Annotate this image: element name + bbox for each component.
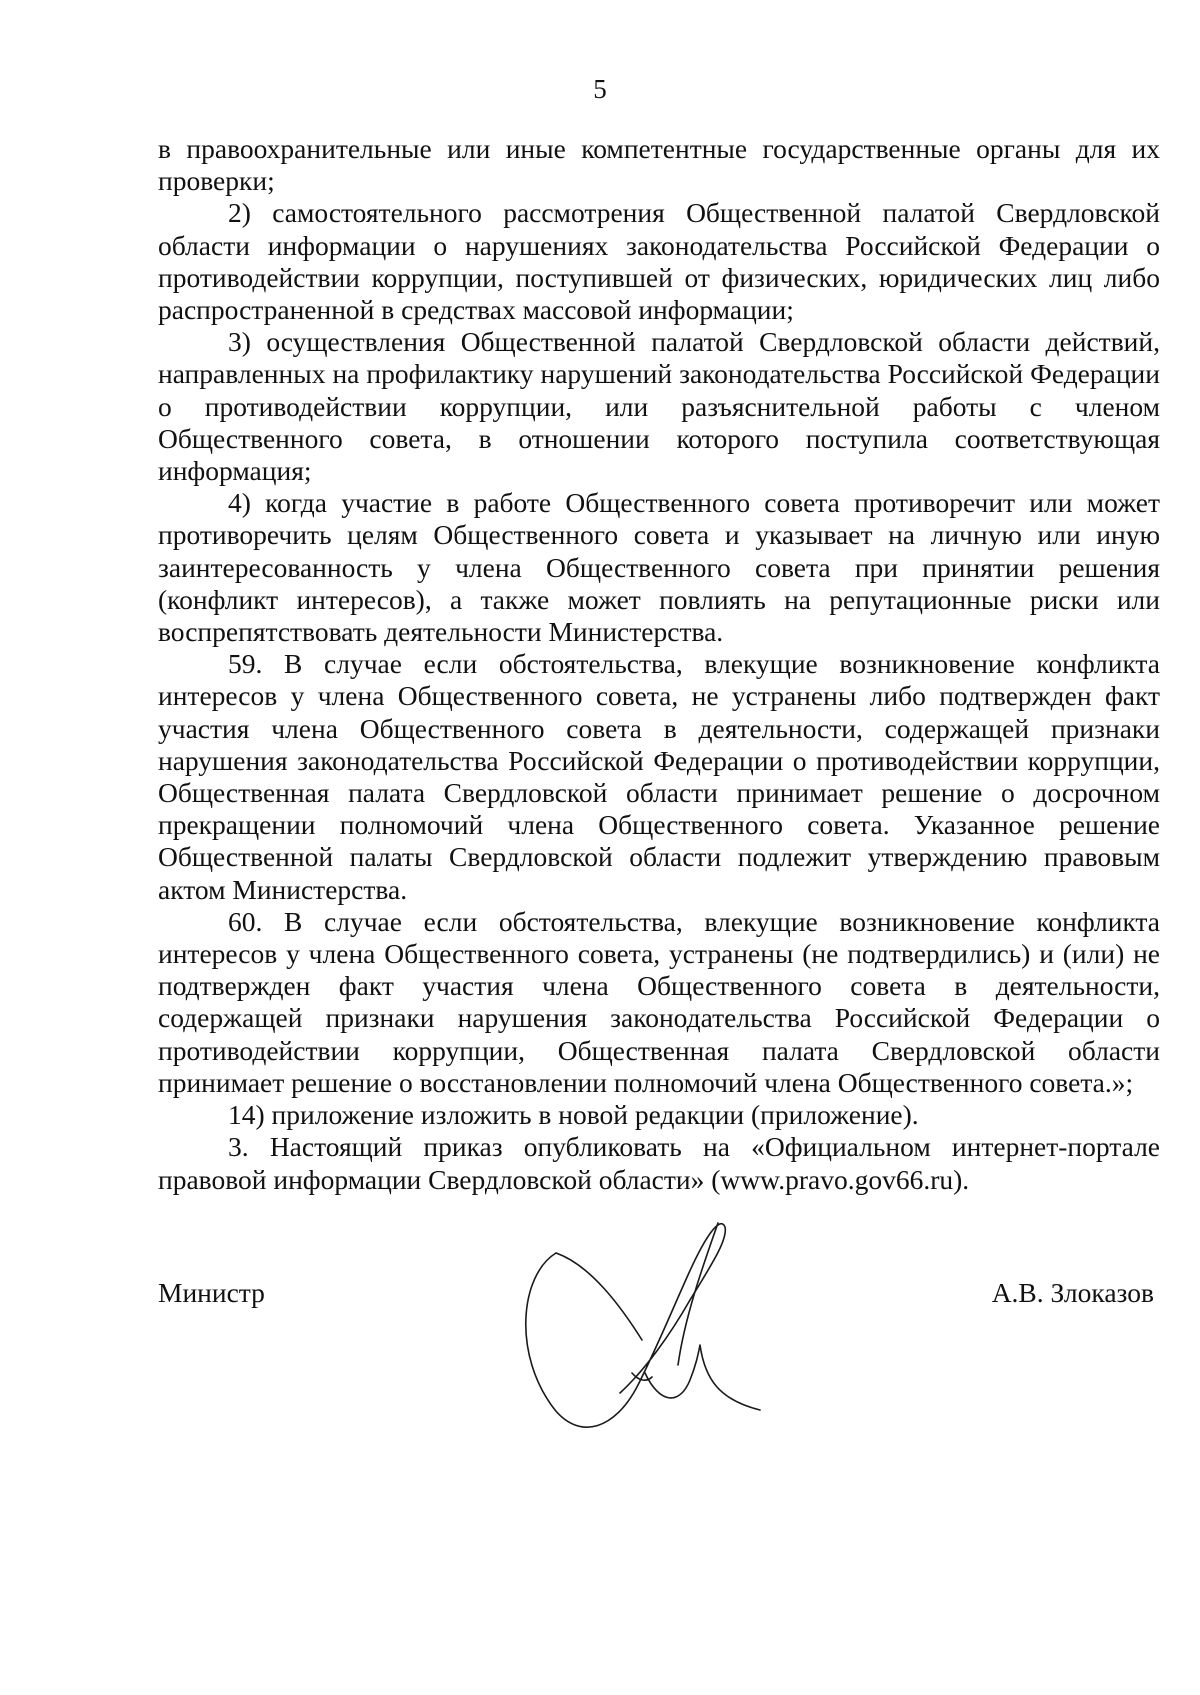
paragraph-publication: 3. Настоящий приказ опубликовать на «Официальном интернет-портале правовой информации Свердловской области» (www.pravo.gov66.ru). — [158, 1131, 1160, 1195]
signatory-title: Министр — [158, 1277, 265, 1308]
paragraph-clause-59: 59. В случае если обстоятельства, влекущие возникновение конфликта интересов у члена Общественного совета, не устранены либо подтвержден факт участия члена Общественного совета в деятельности, содержащей признаки нарушения законодательства Российской Федерации о противодействии коррупции, Общественная палата Свердловской области принимает решение о досрочном прекращении полномочий члена Общественного совета. Указанное решение Общественной палаты Свердловской области подлежит утверждению правовым актом Министерства. — [158, 648, 1160, 905]
handwritten-signature — [520, 1205, 850, 1495]
paragraph-continuation: в правоохранительные или иные компетентные государственные органы для их проверки; — [158, 133, 1160, 197]
paragraph-item-2: 2) самостоятельного рассмотрения Общественной палатой Свердловской области информации о нарушениях законодательства Российской Федерации о противодействии коррупции, поступившей от физических, юридических лиц либо распространенной в средствах массовой информации; — [158, 197, 1160, 326]
page-number: 5 — [593, 74, 607, 104]
signature-tail-stroke — [645, 1345, 760, 1410]
signature-loop-stroke — [526, 1224, 726, 1427]
signatory-name: А.В. Злоказов — [991, 1277, 1154, 1308]
document-body — [158, 133, 1160, 1196]
signature-upstroke — [678, 1223, 718, 1365]
paragraph-item-4: 4) когда участие в работе Общественного совета противоречит или может противоречить целям Общественного совета и указывает на личную или иную заинтересованность у члена Общественного совета при принятии решения (конфликт интересов), а также может повлиять на репутационные риски или воспрепятствовать деятельности Министерства. — [158, 487, 1160, 648]
signature-slash-stroke — [556, 1253, 642, 1340]
paragraph-clause-60: 60. В случае если обстоятельства, влекущие возникновение конфликта интересов у члена Общественного совета, устранены (не подтвердились) и (или) не подтвержден факт участия члена Общественного совета в деятельности, содержащей признаки нарушения законодательства Российской Федерации о противодействии коррупции, Общественная палата Свердловской области принимает решение о восстановлении полномочий члена Общественного совета.»; — [158, 905, 1160, 1098]
paragraph-item-3: 3) осуществления Общественной палатой Свердловской области действий, направленных на профилактику нарушений законодательства Российской Федерации о противодействии коррупции, или разъяснительной работы с членом Общественного совета, в отношении которого поступила соответствующая информация; — [158, 326, 1160, 487]
paragraph-item-14: 14) приложение изложить в новой редакции (приложение). — [228, 1099, 919, 1131]
